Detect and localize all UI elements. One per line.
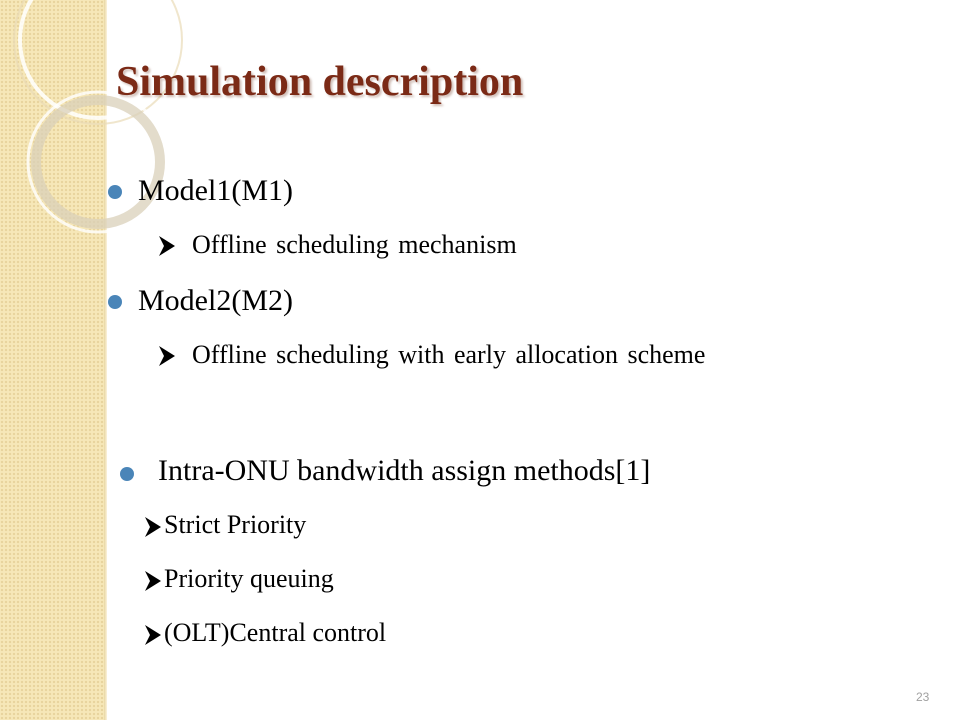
circle-bullet-icon xyxy=(120,467,134,481)
list-item: Model2(M2) xyxy=(138,284,293,317)
decorative-circles-icon xyxy=(0,0,220,260)
page-title: Simulation description xyxy=(116,59,524,105)
list-item: Strict Priority xyxy=(164,510,307,539)
circle-bullet-icon xyxy=(108,185,122,199)
arrow-bullet-icon xyxy=(144,624,162,646)
list-item: Offline scheduling mechanism xyxy=(192,230,517,259)
list-item: Offline scheduling with early allocation scheme xyxy=(192,340,706,369)
arrow-bullet-icon xyxy=(158,235,176,257)
list-item: Intra-ONU bandwidth assign methods[1] xyxy=(158,454,651,487)
list-item: Priority queuing xyxy=(164,564,334,593)
arrow-bullet-icon xyxy=(144,516,162,538)
list-item: Model1(M1) xyxy=(138,174,293,207)
list-item: (OLT)Central control xyxy=(164,618,387,647)
page-number: 23 xyxy=(916,690,930,704)
arrow-bullet-icon xyxy=(144,570,162,592)
arrow-bullet-icon xyxy=(158,345,176,367)
circle-bullet-icon xyxy=(108,295,122,309)
